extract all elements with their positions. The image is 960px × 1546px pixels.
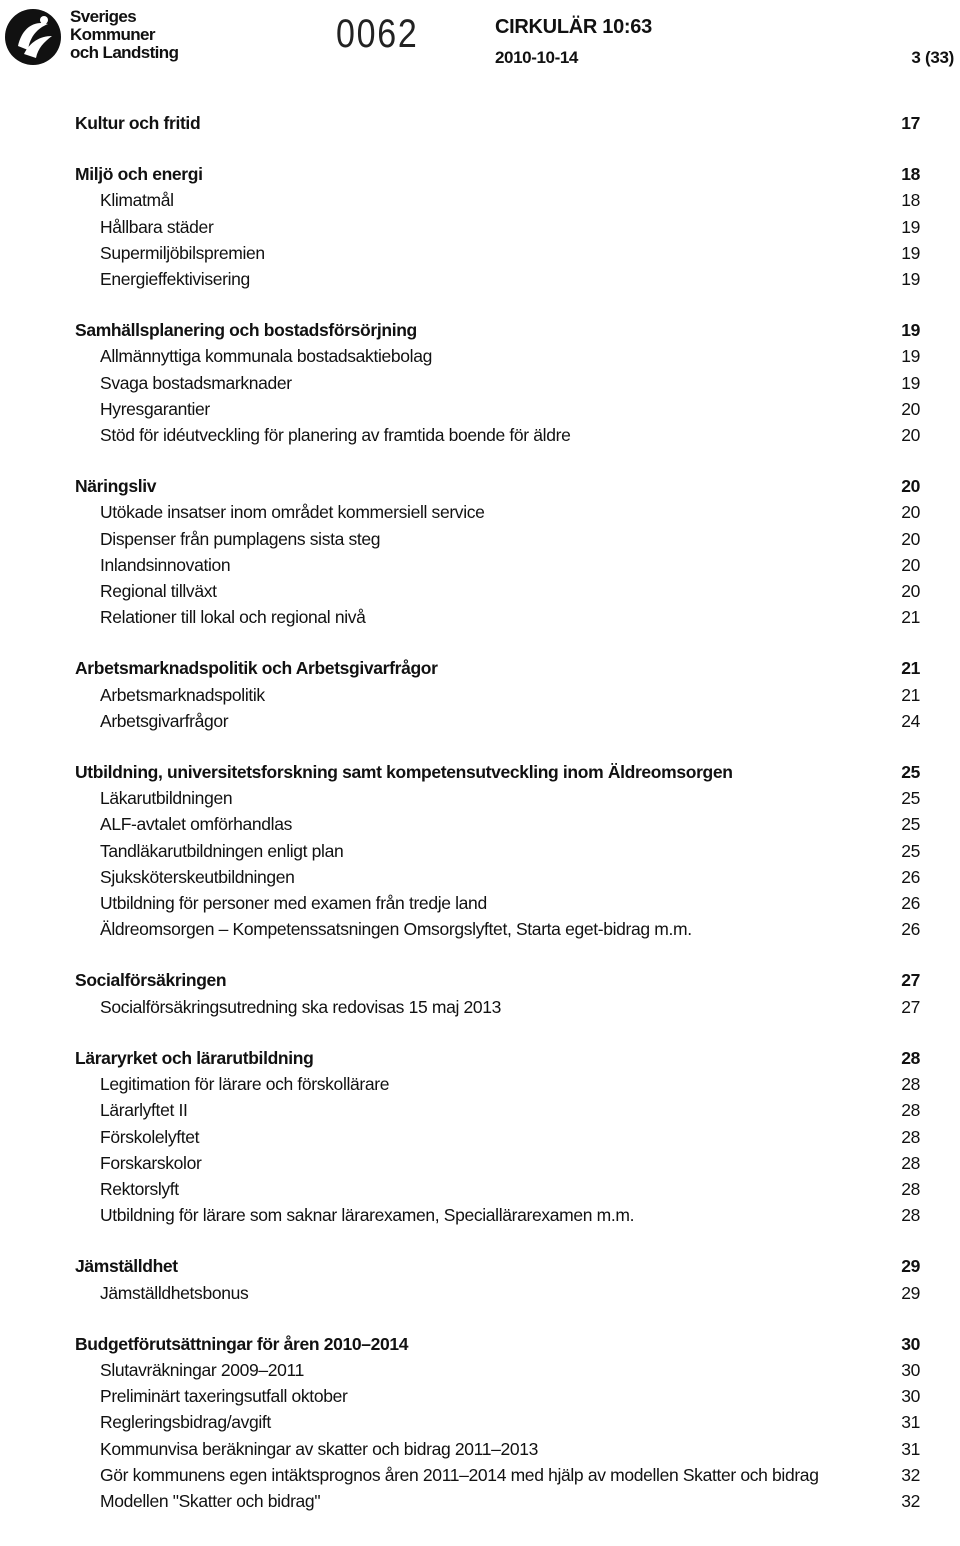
toc-heading-page: 29 (901, 1256, 920, 1277)
toc-entry-page: 20 (901, 581, 920, 602)
toc-heading-page: 20 (901, 476, 920, 497)
toc-heading-page: 21 (901, 658, 920, 679)
toc-section (75, 655, 920, 734)
toc-entry[interactable] (75, 1462, 920, 1488)
page-number: 3 (33) (911, 48, 954, 67)
toc-entry[interactable] (75, 604, 920, 630)
toc-entry-title: Slutavräkningar 2009–2011 (100, 1359, 305, 1380)
toc-entry-page: 21 (901, 684, 920, 705)
toc-entry-title: Lärarlyftet II (100, 1100, 188, 1121)
toc-heading-page: 18 (901, 164, 920, 185)
toc-entry-page: 30 (901, 1386, 920, 1407)
toc-entry-title: Hyresgarantier (100, 398, 210, 419)
page-header (0, 0, 960, 80)
toc-heading-title: Arbetsmarknadspolitik och Arbetsgivarfrågor (75, 658, 438, 679)
toc-heading-title: Jämställdhet (75, 1256, 178, 1277)
toc-entry[interactable] (75, 526, 920, 552)
toc-entry-page: 32 (901, 1490, 920, 1511)
toc-entry-page: 31 (901, 1438, 920, 1459)
toc-entry-title: Läkarutbildningen (100, 788, 233, 809)
toc-entry[interactable] (75, 343, 920, 369)
toc-heading[interactable] (75, 317, 920, 343)
toc-entry-page: 28 (901, 1074, 920, 1095)
toc-heading-title: Budgetförutsättningar för åren 2010–2014 (75, 1333, 409, 1354)
toc-entry-title: Stöd för idéutveckling för planering av framtida boende för äldre (100, 425, 571, 446)
toc-entry[interactable] (75, 266, 920, 292)
toc-entry-page: 29 (901, 1282, 920, 1303)
toc-entry-title: Inlandsinnovation (100, 554, 231, 575)
toc-entry-page: 28 (901, 1100, 920, 1121)
toc-entry-title: Supermiljöbilspremien (100, 242, 265, 263)
toc-entry-page: 19 (901, 372, 920, 393)
toc-heading-page: 17 (901, 113, 920, 133)
document-date: 2010-10-14 (495, 48, 578, 67)
toc-entry-title: Legitimation för lärare och förskollärare (100, 1074, 390, 1095)
toc-section (75, 1045, 920, 1228)
toc-entry-title: Gör kommunens egen intäktsprognos åren 2011–2014 med hjälp av modellen Skatter och bidrag (100, 1464, 819, 1485)
toc-heading-title: Utbildning, universitetsforskning samt kompetensutveckling inom Äldreomsorgen (75, 762, 733, 783)
toc-heading[interactable] (75, 759, 920, 785)
toc-entry-title: Sjuksköterskeutbildningen (100, 866, 295, 887)
toc-entry-title: Kommunvisa beräkningar av skatter och bidrag 2011–2013 (100, 1438, 538, 1459)
toc-entry[interactable] (75, 1150, 920, 1176)
toc-heading-page: 25 (901, 762, 920, 783)
toc-entry[interactable] (75, 838, 920, 864)
toc-heading[interactable] (75, 110, 920, 136)
toc-heading-title: Socialförsäkringen (75, 970, 227, 991)
toc-entry-title: Utökade insatser inom området kommersiell service (100, 502, 485, 523)
toc-entry-title: Arbetsmarknadspolitik (100, 684, 265, 705)
toc-entry[interactable] (75, 187, 920, 213)
org-line-1: Sveriges (70, 7, 137, 26)
toc-heading[interactable] (75, 1331, 920, 1357)
toc-heading[interactable] (75, 1253, 920, 1279)
toc-entry-title: Utbildning för lärare som saknar lärarexamen, Speciallärarexamen m.m. (100, 1205, 635, 1226)
toc-heading[interactable] (75, 473, 920, 499)
toc-heading-title: Samhällsplanering och bostadsförsörjning (75, 320, 417, 341)
toc-entry[interactable] (75, 1488, 920, 1514)
toc-entry-page: 26 (901, 893, 920, 914)
toc-section (75, 1331, 920, 1514)
toc-entry-page: 31 (901, 1412, 920, 1433)
toc-entry-title: Hållbara städer (100, 216, 214, 237)
toc-entry[interactable] (75, 370, 920, 396)
toc-entry-title: Energieffektivisering (100, 269, 250, 290)
document-stamp: 0062 (336, 12, 419, 56)
toc-entry[interactable] (75, 1357, 920, 1383)
toc-heading[interactable] (75, 967, 920, 993)
toc-entry-title: Modellen "Skatter och bidrag" (100, 1490, 321, 1511)
toc-heading-page: 30 (901, 1333, 920, 1354)
toc-entry[interactable] (75, 578, 920, 604)
toc-entry[interactable] (75, 890, 920, 916)
toc-entry-title: Regleringsbidrag/avgift (100, 1412, 271, 1433)
toc-entry-title: Forskarskolor (100, 1152, 202, 1173)
toc-entry[interactable] (75, 396, 920, 422)
toc-entry-title: Tandläkarutbildningen enligt plan (100, 840, 344, 861)
toc-entry[interactable] (75, 422, 920, 448)
toc-entry[interactable] (75, 811, 920, 837)
toc-heading-title: Näringsliv (75, 476, 157, 497)
toc-entry-page: 20 (901, 425, 920, 446)
toc-heading-title: Kultur och fritid (75, 113, 201, 133)
document-title: CIRKULÄR 10:63 (495, 16, 652, 38)
toc-entry-title: Regional tillväxt (100, 581, 217, 602)
skl-logo-icon (4, 6, 62, 68)
toc-entry-page: 20 (901, 398, 920, 419)
toc-entry-title: Socialförsäkringsutredning ska redovisas 15 maj 2013 (100, 996, 502, 1017)
toc-entry-title: Dispenser från pumplagens sista steg (100, 528, 381, 549)
toc-entry-title: Äldreomsorgen – Kompetenssatsningen Omsorgslyftet, Starta eget-bidrag m.m. (100, 919, 692, 940)
toc-entry[interactable] (75, 499, 920, 525)
toc-section (75, 1253, 920, 1305)
toc-entry-title: Relationer till lokal och regional nivå (100, 607, 366, 628)
toc-entry-page: 19 (901, 216, 920, 237)
toc-entry-page: 25 (901, 840, 920, 861)
toc-section (75, 967, 920, 1019)
toc-entry-title: Preliminärt taxeringsutfall oktober (100, 1386, 348, 1407)
org-line-3: och Landsting (70, 43, 179, 62)
toc-section (75, 317, 920, 448)
toc-entry[interactable] (75, 1176, 920, 1202)
toc-entry[interactable] (75, 864, 920, 890)
toc-entry-page: 25 (901, 788, 920, 809)
toc-entry-page: 19 (901, 269, 920, 290)
toc-entry-page: 24 (901, 710, 920, 731)
toc-entry-page: 26 (901, 919, 920, 940)
toc-entry-title: ALF-avtalet omförhandlas (100, 814, 292, 835)
toc-entry-title: Jämställdhetsbonus (100, 1282, 249, 1303)
toc-entry-page: 26 (901, 866, 920, 887)
toc-heading[interactable] (75, 161, 920, 187)
toc-entry-page: 19 (901, 346, 920, 367)
toc-entry[interactable] (75, 994, 920, 1020)
toc-entry[interactable] (75, 214, 920, 240)
toc-entry[interactable] (75, 916, 920, 942)
toc-entry[interactable] (75, 1280, 920, 1306)
toc-entry-page: 28 (901, 1205, 920, 1226)
toc-entry[interactable] (75, 1436, 920, 1462)
toc-section (75, 161, 920, 292)
toc-heading-title: Läraryrket och lärarutbildning (75, 1047, 314, 1068)
toc-entry-title: Förskolelyftet (100, 1126, 200, 1147)
toc-entry[interactable] (75, 708, 920, 734)
toc-entry-page: 18 (901, 190, 920, 211)
toc-section (75, 759, 920, 942)
toc-entry-page: 27 (901, 996, 920, 1017)
toc-entry[interactable] (75, 1202, 920, 1228)
toc-entry[interactable] (75, 682, 920, 708)
toc-entry[interactable] (75, 552, 920, 578)
toc-heading-page: 28 (901, 1047, 920, 1068)
toc-entry-page: 20 (901, 554, 920, 575)
toc-entry[interactable] (75, 1071, 920, 1097)
toc-entry[interactable] (75, 1409, 920, 1435)
toc-entry-page: 25 (901, 814, 920, 835)
toc-entry[interactable] (75, 1383, 920, 1409)
table-of-contents (75, 110, 920, 1539)
toc-entry-page: 30 (901, 1359, 920, 1380)
toc-heading-page: 19 (901, 320, 920, 341)
toc-entry[interactable] (75, 1097, 920, 1123)
toc-entry-page: 28 (901, 1126, 920, 1147)
toc-entry-page: 28 (901, 1178, 920, 1199)
toc-entry[interactable] (75, 240, 920, 266)
toc-entry-title: Klimatmål (100, 190, 174, 211)
toc-entry-page: 21 (901, 607, 920, 628)
toc-entry[interactable] (75, 785, 920, 811)
org-line-2: Kommuner (70, 25, 155, 44)
toc-heading-title: Miljö och energi (75, 164, 203, 185)
toc-heading-page: 27 (901, 970, 920, 991)
toc-section (75, 473, 920, 630)
toc-heading[interactable] (75, 655, 920, 681)
toc-entry-page: 32 (901, 1464, 920, 1485)
toc-entry-page: 19 (901, 242, 920, 263)
toc-section (75, 110, 920, 136)
toc-entry-title: Arbetsgivarfrågor (100, 710, 229, 731)
toc-entry[interactable] (75, 1124, 920, 1150)
organization-name (70, 8, 178, 62)
toc-entry-title: Allmännyttiga kommunala bostadsaktiebolag (100, 346, 432, 367)
toc-entry-page: 20 (901, 502, 920, 523)
toc-entry-title: Rektorslyft (100, 1178, 179, 1199)
toc-heading[interactable] (75, 1045, 920, 1071)
toc-entry-title: Svaga bostadsmarknader (100, 372, 292, 393)
toc-entry-title: Utbildning för personer med examen från tredje land (100, 893, 487, 914)
toc-entry-page: 20 (901, 528, 920, 549)
toc-entry-page: 28 (901, 1152, 920, 1173)
